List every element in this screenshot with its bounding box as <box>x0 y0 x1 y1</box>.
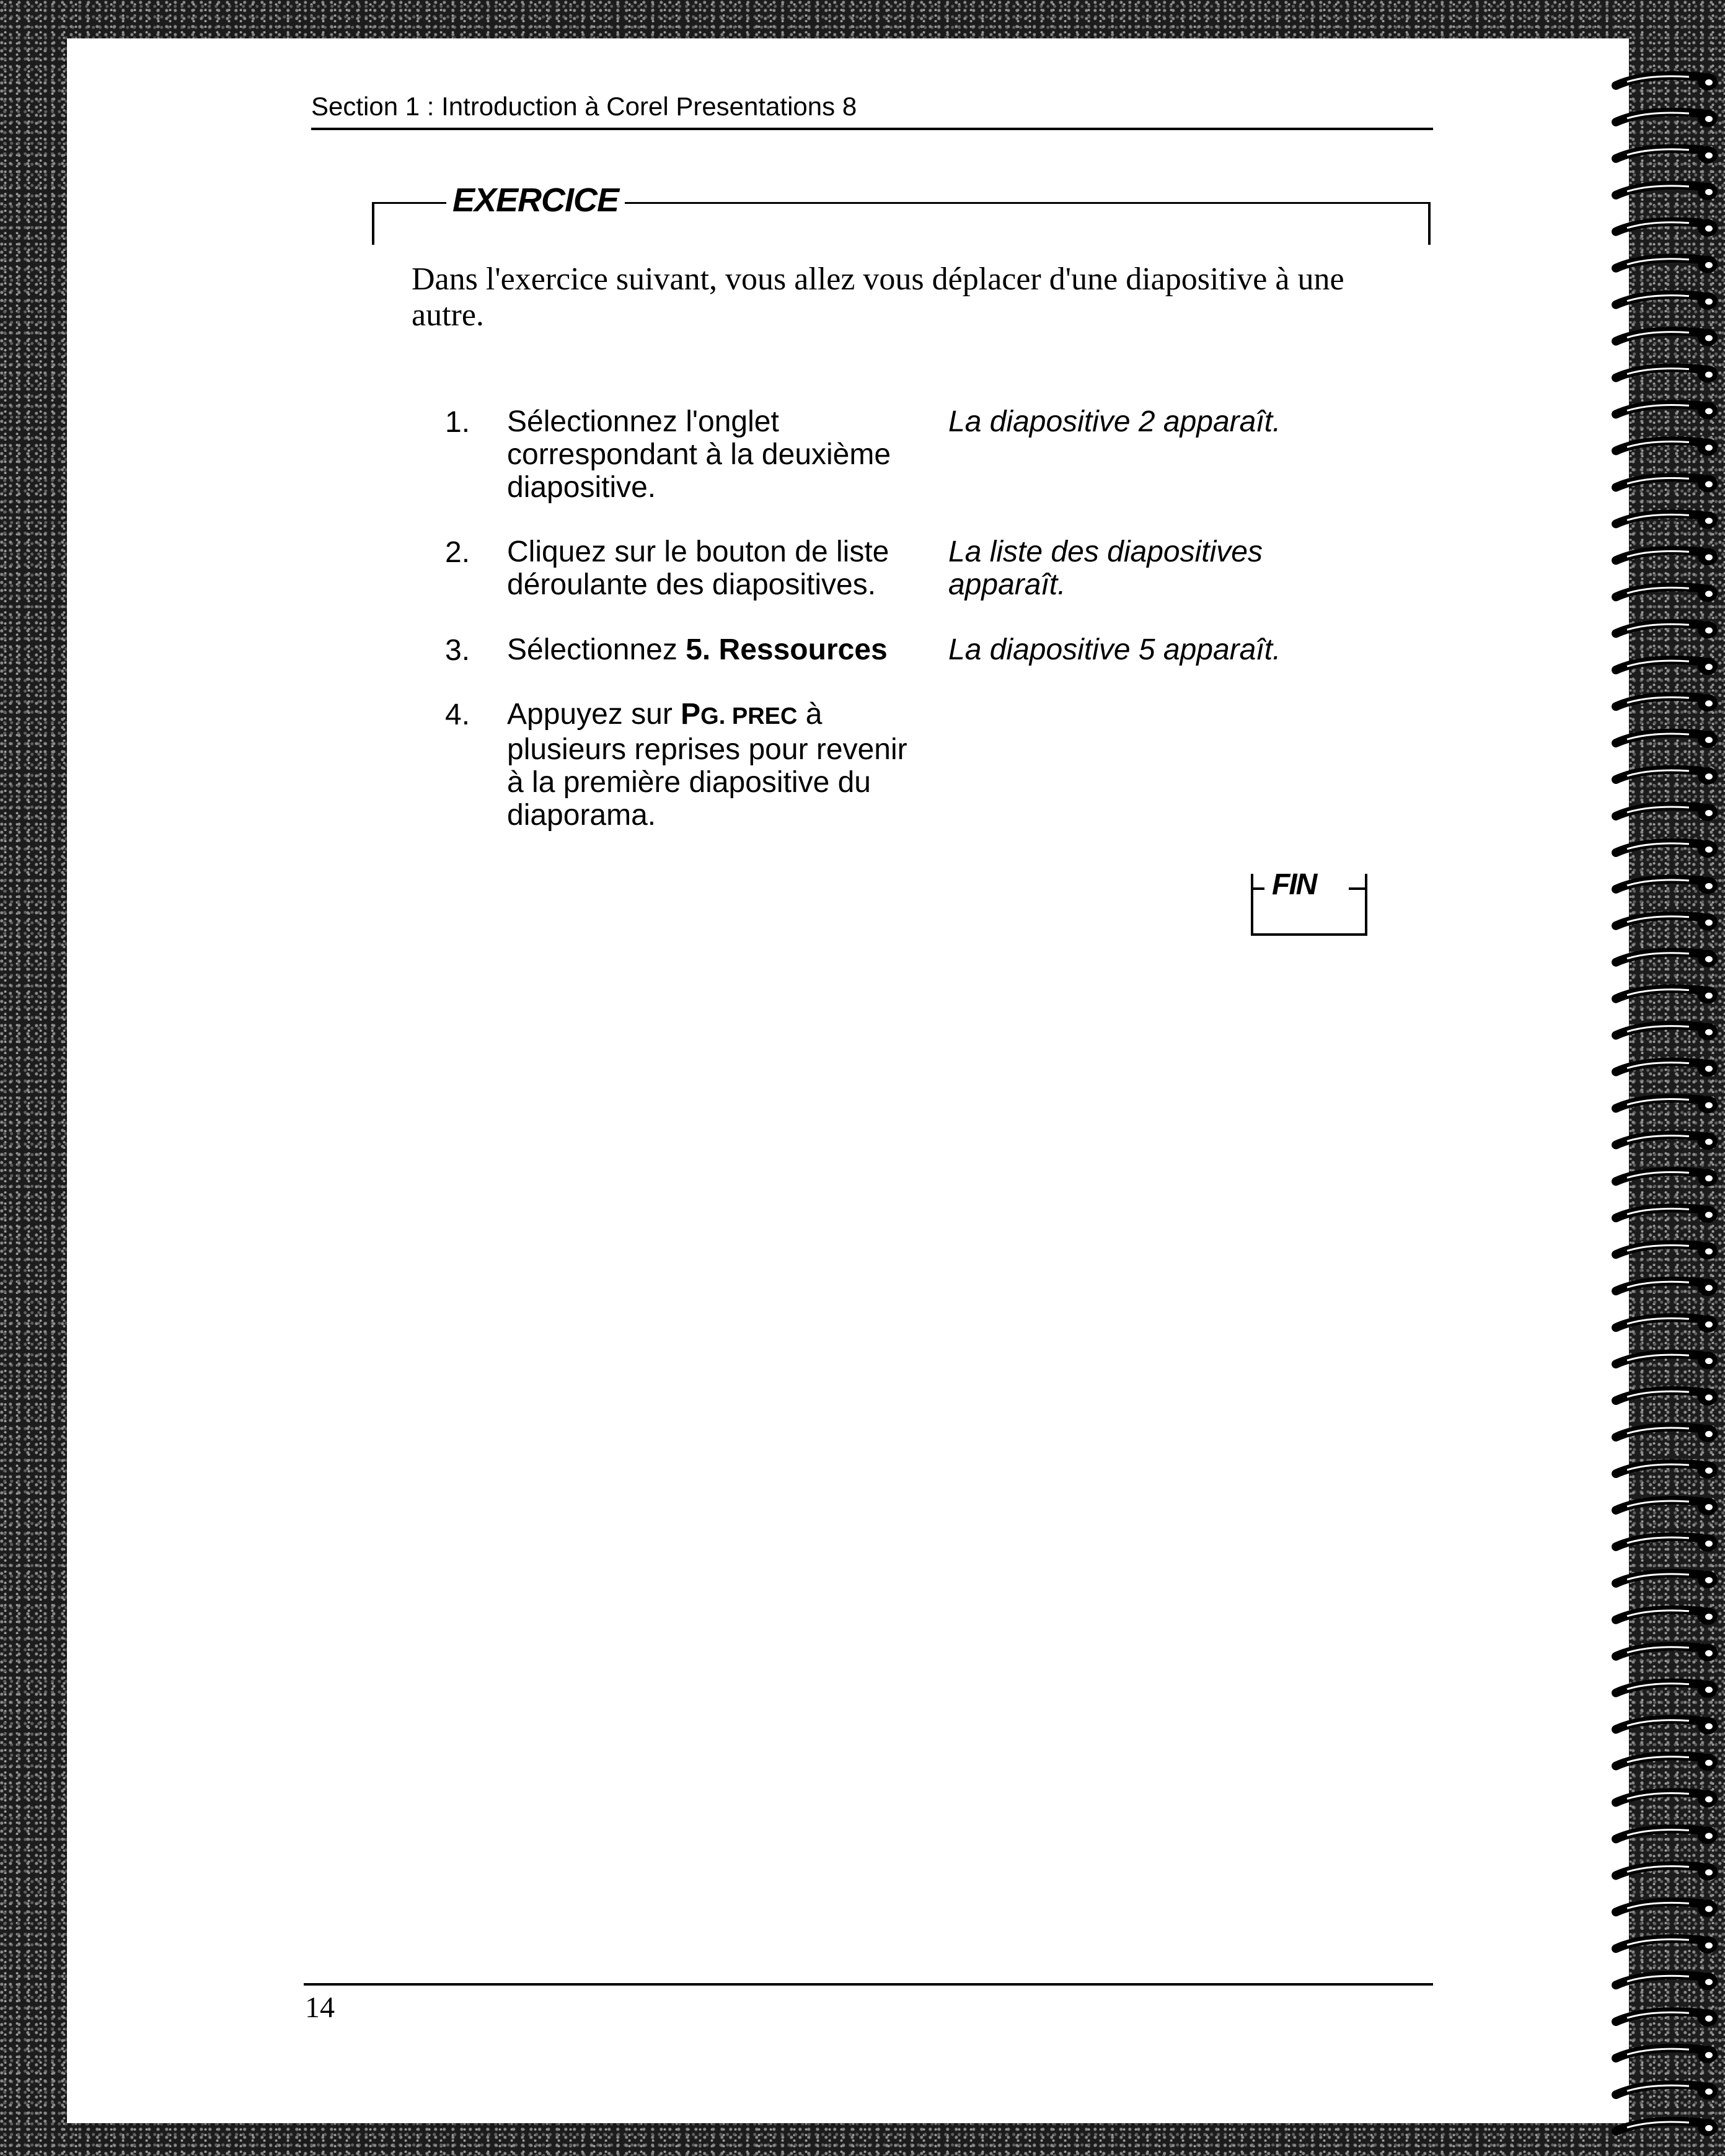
spiral-ring <box>1616 1644 1718 1661</box>
exercise-intro: Dans l'exercice suivant, vous allez vous déplacer d'une diapositive à une autre. <box>412 262 1344 333</box>
step-2-text: Cliquez sur le bouton de liste déroulante des diapositives. <box>507 535 889 601</box>
spiral-ring <box>1616 1863 1718 1880</box>
step-3-number: 3. <box>445 634 470 667</box>
spiral-ring <box>1616 219 1718 237</box>
spiral-ring <box>1616 950 1718 967</box>
spiral-ring <box>1616 1388 1718 1406</box>
spiral-ring <box>1616 1681 1718 1698</box>
spiral-ring <box>1616 511 1718 529</box>
spiral-ring <box>1616 658 1718 675</box>
spiral-ring <box>1616 366 1718 383</box>
spiral-ring <box>1616 621 1718 638</box>
spiral-ring <box>1616 731 1718 748</box>
spiral-ring <box>1616 1425 1718 1442</box>
section-header: Section 1 : Introduction à Corel Presentations 8 <box>311 92 1433 130</box>
spiral-ring <box>1616 2119 1718 2136</box>
spiral-ring <box>1616 840 1718 858</box>
spiral-ring <box>1616 1352 1718 1369</box>
spiral-ring <box>1616 804 1718 821</box>
spiral-ring <box>1616 987 1718 1004</box>
spiral-ring <box>1616 1169 1718 1186</box>
end-marker-label: FIN <box>1272 868 1317 901</box>
spiral-ring <box>1616 1096 1718 1114</box>
spiral-ring <box>1616 2046 1718 2063</box>
step-4-text-prefix: Appuyez sur <box>507 698 681 731</box>
step-1-result: La diapositive 2 apparaît. <box>948 405 1281 438</box>
spiral-ring <box>1616 1973 1718 1990</box>
step-3-text <box>507 633 929 666</box>
spiral-ring <box>1616 146 1718 164</box>
step-3-result: La diapositive 5 apparaît. <box>948 633 1281 666</box>
spiral-ring <box>1616 256 1718 273</box>
step-3-text-prefix: Sélectionnez <box>507 633 686 666</box>
spiral-ring <box>1616 1534 1718 1552</box>
step-2-result: La liste des diapositives apparaît. <box>948 535 1263 601</box>
spiral-ring <box>1616 1023 1718 1041</box>
end-marker-tick-left <box>1251 887 1264 890</box>
exercise-title: EXERCICE <box>446 181 625 219</box>
page-number: 14 <box>305 1991 335 2024</box>
spiral-ring <box>1616 293 1718 310</box>
spiral-ring <box>1616 1936 1718 1953</box>
spiral-ring <box>1616 329 1718 346</box>
step-4-text-suffix: à plusieurs reprises pour revenir à la première diapositive du diaporama. <box>507 698 907 832</box>
step-4-number: 4. <box>445 698 470 731</box>
document-page <box>67 38 1629 2123</box>
spiral-ring <box>1616 1717 1718 1735</box>
spiral-ring <box>1616 694 1718 711</box>
spiral-ring <box>1616 183 1718 200</box>
spiral-ring <box>1616 1826 1718 1844</box>
step-3-text-bold: 5. Ressources <box>686 633 888 666</box>
spiral-ring <box>1616 402 1718 420</box>
spiral-ring <box>1616 1754 1718 1771</box>
spiral-ring <box>1616 1571 1718 1588</box>
spiral-ring <box>1616 73 1718 90</box>
step-4-key-p: P <box>681 698 701 731</box>
step-1-text: Sélectionnez l'onglet correspondant à la deuxième diapositive. <box>507 405 891 504</box>
end-marker-tick-right <box>1349 887 1365 890</box>
spiral-ring <box>1616 1899 1718 1917</box>
spiral-ring <box>1616 1060 1718 1077</box>
spiral-ring <box>1616 877 1718 894</box>
spiral-ring <box>1616 475 1718 492</box>
spiral-binding <box>1608 56 1725 2138</box>
step-2-number: 2. <box>445 536 470 569</box>
step-1-number: 1. <box>445 406 470 439</box>
spiral-ring <box>1616 1790 1718 1808</box>
step-4-text <box>507 698 929 832</box>
spiral-ring <box>1616 1278 1718 1296</box>
spiral-ring <box>1616 1315 1718 1332</box>
spiral-ring <box>1616 767 1718 785</box>
spiral-ring <box>1616 1498 1718 1515</box>
spiral-ring <box>1616 1242 1718 1259</box>
spiral-ring <box>1616 1608 1718 1625</box>
spiral-ring <box>1616 110 1718 127</box>
spiral-ring <box>1616 1205 1718 1223</box>
step-4-key-name <box>681 698 797 731</box>
spiral-ring <box>1616 438 1718 455</box>
spiral-ring <box>1616 584 1718 602</box>
spiral-ring <box>1616 1461 1718 1479</box>
spiral-ring <box>1616 1132 1718 1150</box>
footer-rule <box>304 1983 1433 1986</box>
spiral-ring <box>1616 2009 1718 2026</box>
spiral-ring <box>1616 548 1718 565</box>
spiral-ring <box>1616 913 1718 931</box>
spiral-ring <box>1616 2082 1718 2100</box>
step-4-key-g: G. PREC <box>700 703 798 729</box>
